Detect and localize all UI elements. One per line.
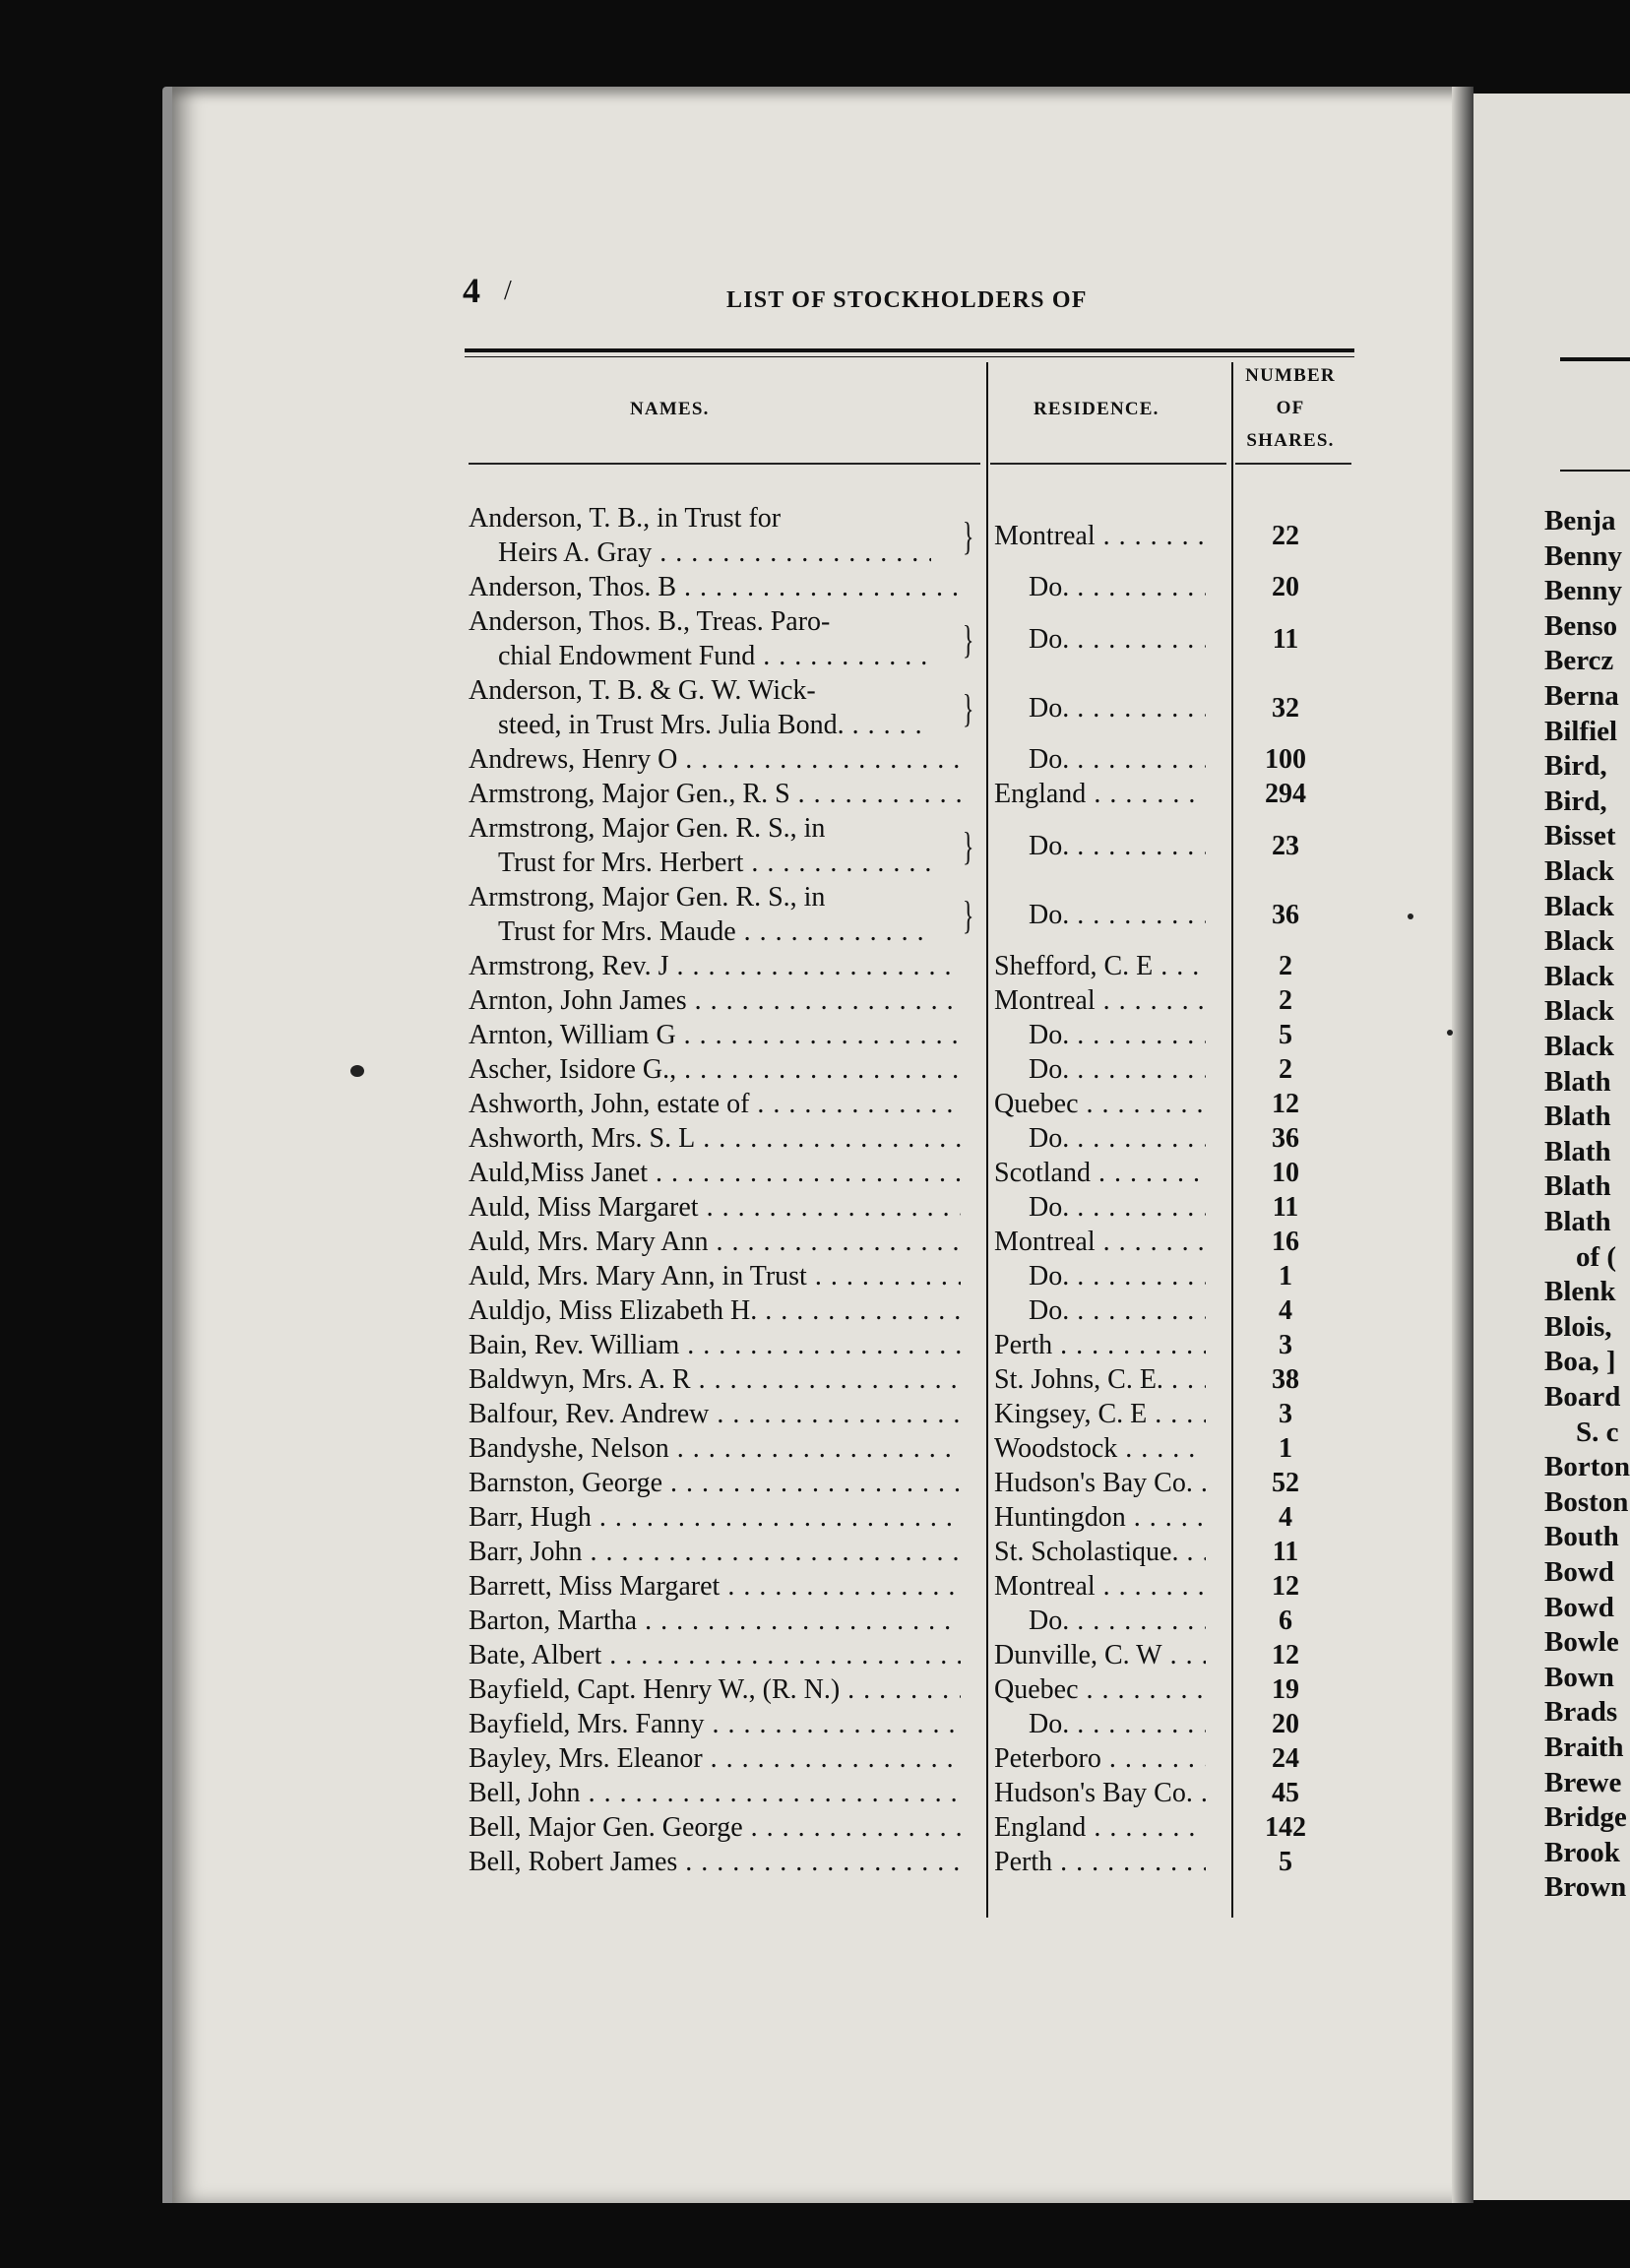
- number-of-shares: 10: [1272, 1158, 1299, 1188]
- stockholder-name: Barnston, George . . .: [469, 1467, 961, 1500]
- brace-symbol: }: [962, 514, 974, 558]
- residence: Quebec . . .: [994, 1673, 1206, 1707]
- facing-page-name: Blath: [1544, 1170, 1611, 1203]
- brace-symbol: }: [962, 617, 974, 662]
- residence: Dunville, C. W . . .: [994, 1639, 1206, 1672]
- facing-page-name: Bilfiel: [1544, 715, 1618, 747]
- residence: Montreal . . .: [994, 1226, 1206, 1259]
- residence: St. Johns, C. E. . . .: [994, 1363, 1206, 1397]
- facing-page-name: Benso: [1544, 609, 1618, 642]
- table-row: [469, 571, 1354, 605]
- number-of-shares: 23: [1272, 830, 1299, 861]
- stockholder-name-continued: Trust for Mrs. Herbert . . .: [498, 847, 931, 880]
- ink-speck: [1408, 914, 1413, 919]
- stockholder-name: Andrews, Henry O . . .: [469, 743, 961, 777]
- facing-page-name: Brook: [1544, 1836, 1620, 1868]
- facing-page-name: Boston: [1544, 1485, 1629, 1518]
- residence: Do. . . .: [994, 743, 1206, 777]
- residence: Scotland . . .: [994, 1157, 1206, 1190]
- stockholder-name: Armstrong, Major Gen. R. S., in: [469, 813, 826, 844]
- table-row: [469, 1708, 1354, 1742]
- facing-page-name: Blath: [1544, 1206, 1611, 1237]
- number-of-shares: 100: [1265, 744, 1306, 775]
- facing-page-name: Black: [1544, 1031, 1614, 1062]
- table-row: [469, 778, 1354, 812]
- facing-page-name: Black: [1544, 960, 1614, 992]
- stockholder-name: Barr, Hugh . . .: [469, 1501, 961, 1535]
- residence: Do. . . .: [994, 1053, 1206, 1087]
- facing-page-name: Berna: [1544, 680, 1619, 712]
- facing-page-name: S. c: [1576, 1416, 1619, 1448]
- table-row: [469, 812, 1354, 881]
- number-of-shares: 32: [1272, 692, 1299, 724]
- facing-page-name: Blenk: [1544, 1276, 1616, 1308]
- table-row: [469, 1673, 1354, 1708]
- header-rule: [465, 348, 1354, 352]
- table-row: [469, 1363, 1354, 1398]
- col-head-shares: [1232, 359, 1348, 457]
- number-of-shares: 24: [1272, 1743, 1299, 1774]
- facing-page-name: Benja: [1544, 505, 1616, 536]
- stockholder-name: Armstrong, Major Gen. R. S., in: [469, 882, 826, 913]
- facing-page-name: Bird,: [1544, 785, 1607, 817]
- stockholder-name: Auld, Miss Margaret . . .: [469, 1191, 961, 1225]
- table-row: [469, 1398, 1354, 1432]
- table-row: [469, 1088, 1354, 1122]
- stockholder-name: Auld, Mrs. Mary Ann, in Trust . . .: [469, 1260, 961, 1293]
- residence: Montreal . . .: [994, 984, 1206, 1018]
- residence: Hudson's Bay Co. . . .: [994, 1467, 1206, 1500]
- residence: Shefford, C. E . . .: [994, 950, 1206, 983]
- number-of-shares: 5: [1279, 1847, 1292, 1877]
- brace-symbol: }: [962, 893, 974, 937]
- residence: Hudson's Bay Co. . . .: [994, 1777, 1206, 1810]
- facing-page-name: Blath: [1544, 1065, 1611, 1098]
- residence: England . . .: [994, 1811, 1206, 1845]
- residence: Perth . . .: [994, 1846, 1206, 1879]
- number-of-shares: 6: [1279, 1606, 1292, 1636]
- facing-page-edge: [1473, 94, 1630, 2200]
- number-of-shares: 22: [1272, 520, 1299, 551]
- col-head-shares-line: OF: [1276, 398, 1305, 418]
- table-row: [469, 1536, 1354, 1570]
- stockholder-name: Balfour, Rev. Andrew . . .: [469, 1398, 961, 1431]
- stockholder-name: Auld,Miss Janet . . .: [469, 1157, 961, 1190]
- facing-page-name: Bowd: [1544, 1591, 1614, 1623]
- number-of-shares: 2: [1279, 1054, 1292, 1085]
- residence: Do. . . .: [994, 899, 1206, 932]
- stockholder-name: Ascher, Isidore G., . . .: [469, 1053, 961, 1087]
- table-row: [469, 743, 1354, 778]
- table-row: [469, 1019, 1354, 1053]
- stockholder-name: Armstrong, Rev. J . . .: [469, 950, 961, 983]
- stockholder-name: Arnton, John James . . .: [469, 984, 961, 1018]
- stockholder-name: Arnton, William G . . .: [469, 1019, 961, 1052]
- table-row: [469, 605, 1354, 674]
- number-of-shares: 38: [1272, 1364, 1299, 1395]
- running-head: LIST OF STOCKHOLDERS OF: [726, 287, 1088, 313]
- residence: Perth . . .: [994, 1329, 1206, 1362]
- ink-speck: [1447, 1030, 1453, 1036]
- stockholder-name-continued: Trust for Mrs. Maude . . .: [498, 915, 931, 949]
- col-head-shares-line: SHARES.: [1246, 430, 1335, 451]
- stockholder-name: Bain, Rev. William . . .: [469, 1329, 961, 1362]
- facing-page-name: Black: [1544, 925, 1614, 958]
- residence: Peterboro . . .: [994, 1742, 1206, 1776]
- table-row: [469, 1157, 1354, 1191]
- table-row: [469, 1846, 1354, 1880]
- table-row: [469, 1329, 1354, 1363]
- number-of-shares: 20: [1272, 572, 1299, 602]
- stockholder-name: Bell, Major Gen. George . . .: [469, 1811, 961, 1845]
- pencil-mark: /: [504, 276, 512, 306]
- table-row: [469, 1122, 1354, 1157]
- stockholder-name: Bandyshe, Nelson . . .: [469, 1432, 961, 1466]
- facing-page-name: Bridge: [1544, 1801, 1627, 1834]
- facing-rule: [1560, 470, 1630, 472]
- facing-page-name: Brewe: [1544, 1766, 1622, 1798]
- table-row: [469, 1605, 1354, 1639]
- stockholder-name: Barton, Martha . . .: [469, 1605, 961, 1638]
- table-row: [469, 1570, 1354, 1605]
- number-of-shares: 52: [1272, 1468, 1299, 1498]
- facing-page-name: Blois,: [1544, 1310, 1612, 1343]
- facing-page-name: Bisset: [1544, 820, 1616, 852]
- stockholder-name-continued: Heirs A. Gray . . .: [498, 536, 931, 570]
- brace-symbol: }: [962, 686, 974, 730]
- table-row: [469, 950, 1354, 984]
- facing-page-name: Black: [1544, 890, 1614, 922]
- residence: Do. . . .: [994, 1708, 1206, 1741]
- facing-page-name: Blath: [1544, 1135, 1611, 1167]
- residence: Do. . . .: [994, 1294, 1206, 1328]
- stockholder-name: Anderson, Thos. B., Treas. Paro-: [469, 606, 831, 637]
- table-row: [469, 1467, 1354, 1501]
- number-of-shares: 11: [1272, 1537, 1299, 1567]
- stockholder-name: Barrett, Miss Margaret . . .: [469, 1570, 961, 1604]
- table-row: [469, 1053, 1354, 1088]
- facing-page-name: Benny: [1544, 575, 1622, 607]
- brace-symbol: }: [962, 824, 974, 868]
- stockholder-name: Bayley, Mrs. Eleanor . . .: [469, 1742, 961, 1776]
- col-head-names: NAMES.: [630, 399, 710, 419]
- number-of-shares: 36: [1272, 1123, 1299, 1154]
- residence: Do. . . .: [994, 571, 1206, 604]
- stockholder-name: Bayfield, Capt. Henry W., (R. N.) . . .: [469, 1673, 961, 1707]
- number-of-shares: 3: [1279, 1399, 1292, 1429]
- table-row: [469, 1501, 1354, 1536]
- table-row: [469, 984, 1354, 1019]
- ink-speck: [350, 1065, 364, 1077]
- residence: Do. . . .: [994, 692, 1206, 725]
- stockholder-name: Baldwyn, Mrs. A. R . . .: [469, 1363, 961, 1397]
- number-of-shares: 2: [1279, 951, 1292, 981]
- residence: St. Scholastique. . . .: [994, 1536, 1206, 1569]
- col-head-residence: RESIDENCE.: [1034, 399, 1160, 419]
- column-rule: [469, 463, 980, 465]
- number-of-shares: 5: [1279, 1020, 1292, 1050]
- number-of-shares: 1: [1279, 1433, 1292, 1464]
- table-row: [469, 1191, 1354, 1226]
- facing-page-name: of (: [1576, 1240, 1617, 1273]
- stockholder-name: Bayfield, Mrs. Fanny . . .: [469, 1708, 961, 1741]
- facing-page-name: Braith: [1544, 1732, 1624, 1763]
- col-head-shares-line: NUMBER: [1245, 365, 1336, 386]
- residence: Woodstock . . .: [994, 1432, 1206, 1466]
- residence: Montreal . . .: [994, 520, 1206, 553]
- number-of-shares: 36: [1272, 899, 1299, 930]
- number-of-shares: 1: [1279, 1261, 1292, 1292]
- number-of-shares: 142: [1265, 1812, 1306, 1843]
- residence: Do. . . .: [994, 1019, 1206, 1052]
- residence: Do. . . .: [994, 1191, 1206, 1225]
- stockholder-name: Ashworth, John, estate of . . .: [469, 1088, 961, 1121]
- book-gutter: [1452, 87, 1473, 2203]
- residence: Do. . . .: [994, 1260, 1206, 1293]
- table-row: [469, 1742, 1354, 1777]
- stockholder-name: Bell, Robert James . . .: [469, 1846, 961, 1879]
- table-row: [469, 1639, 1354, 1673]
- table-row: [469, 1260, 1354, 1294]
- number-of-shares: 11: [1272, 1192, 1299, 1223]
- facing-page-name: Bowle: [1544, 1626, 1619, 1659]
- number-of-shares: 12: [1272, 1640, 1299, 1670]
- residence: England . . .: [994, 778, 1206, 811]
- facing-page-name: Bird,: [1544, 750, 1607, 783]
- facing-page-name: Board: [1544, 1381, 1621, 1413]
- facing-page-name: Brads: [1544, 1696, 1618, 1729]
- facing-page-name: Black: [1544, 995, 1614, 1028]
- table-row: [469, 1294, 1354, 1329]
- stockholder-name: Anderson, T. B. & G. W. Wick-: [469, 675, 816, 706]
- table-row: [469, 674, 1354, 743]
- stockholder-name: Anderson, Thos. B . . .: [469, 571, 961, 604]
- facing-page-name: Boa, ]: [1544, 1346, 1616, 1378]
- stockholder-name: Ashworth, Mrs. S. L . . .: [469, 1122, 961, 1156]
- column-rule: [1235, 463, 1351, 465]
- number-of-shares: 16: [1272, 1227, 1299, 1257]
- residence: Montreal . . .: [994, 1570, 1206, 1604]
- number-of-shares: 12: [1272, 1089, 1299, 1119]
- number-of-shares: 4: [1279, 1502, 1292, 1533]
- stockholder-name: Auld, Mrs. Mary Ann . . .: [469, 1226, 961, 1259]
- table-row: [469, 1226, 1354, 1260]
- column-rule: [990, 463, 1226, 465]
- number-of-shares: 19: [1272, 1674, 1299, 1705]
- facing-page-name: Brown: [1544, 1871, 1627, 1904]
- stockholder-name: Auldjo, Miss Elizabeth H. . . .: [469, 1294, 961, 1328]
- facing-rule: [1560, 357, 1630, 361]
- stockholder-name-continued: chial Endowment Fund . . .: [498, 640, 931, 673]
- stockholder-name: Bell, John . . .: [469, 1777, 961, 1810]
- number-of-shares: 45: [1272, 1778, 1299, 1808]
- number-of-shares: 2: [1279, 985, 1292, 1016]
- table-row: [469, 502, 1354, 571]
- number-of-shares: 4: [1279, 1295, 1292, 1326]
- number-of-shares: 294: [1265, 779, 1306, 809]
- stockholder-name-continued: steed, in Trust Mrs. Julia Bond. . . .: [498, 709, 931, 742]
- facing-page-name: Bouth: [1544, 1521, 1619, 1553]
- residence: Do. . . .: [994, 830, 1206, 863]
- residence: Do. . . .: [994, 1122, 1206, 1156]
- residence: Do. . . .: [994, 623, 1206, 657]
- facing-page-name: Black: [1544, 855, 1614, 887]
- facing-page-name: Bowd: [1544, 1556, 1614, 1588]
- stockholder-name: Anderson, T. B., in Trust for: [469, 503, 782, 534]
- table-row: [469, 1432, 1354, 1467]
- facing-page-name: Borton: [1544, 1451, 1630, 1483]
- residence: Quebec . . .: [994, 1088, 1206, 1121]
- number-of-shares: 12: [1272, 1571, 1299, 1602]
- facing-page-name: Benny: [1544, 539, 1622, 572]
- facing-page-name: Bown: [1544, 1661, 1614, 1693]
- residence: Huntingdon . . .: [994, 1501, 1206, 1535]
- residence: Kingsey, C. E . . .: [994, 1398, 1206, 1431]
- table-row: [469, 1811, 1354, 1846]
- table-row: [469, 881, 1354, 950]
- page-number: 4: [463, 271, 480, 310]
- number-of-shares: 20: [1272, 1709, 1299, 1739]
- stockholder-name: Armstrong, Major Gen., R. S . . .: [469, 778, 961, 811]
- stockholder-name: Barr, John . . .: [469, 1536, 961, 1569]
- number-of-shares: 3: [1279, 1330, 1292, 1360]
- table-row: [469, 1777, 1354, 1811]
- residence: Do. . . .: [994, 1605, 1206, 1638]
- facing-page-name: Blath: [1544, 1101, 1611, 1133]
- stockholder-name: Bate, Albert . . .: [469, 1639, 961, 1672]
- header-rule: [465, 356, 1354, 357]
- facing-page-name: Bercz: [1544, 645, 1614, 677]
- number-of-shares: 11: [1272, 623, 1299, 655]
